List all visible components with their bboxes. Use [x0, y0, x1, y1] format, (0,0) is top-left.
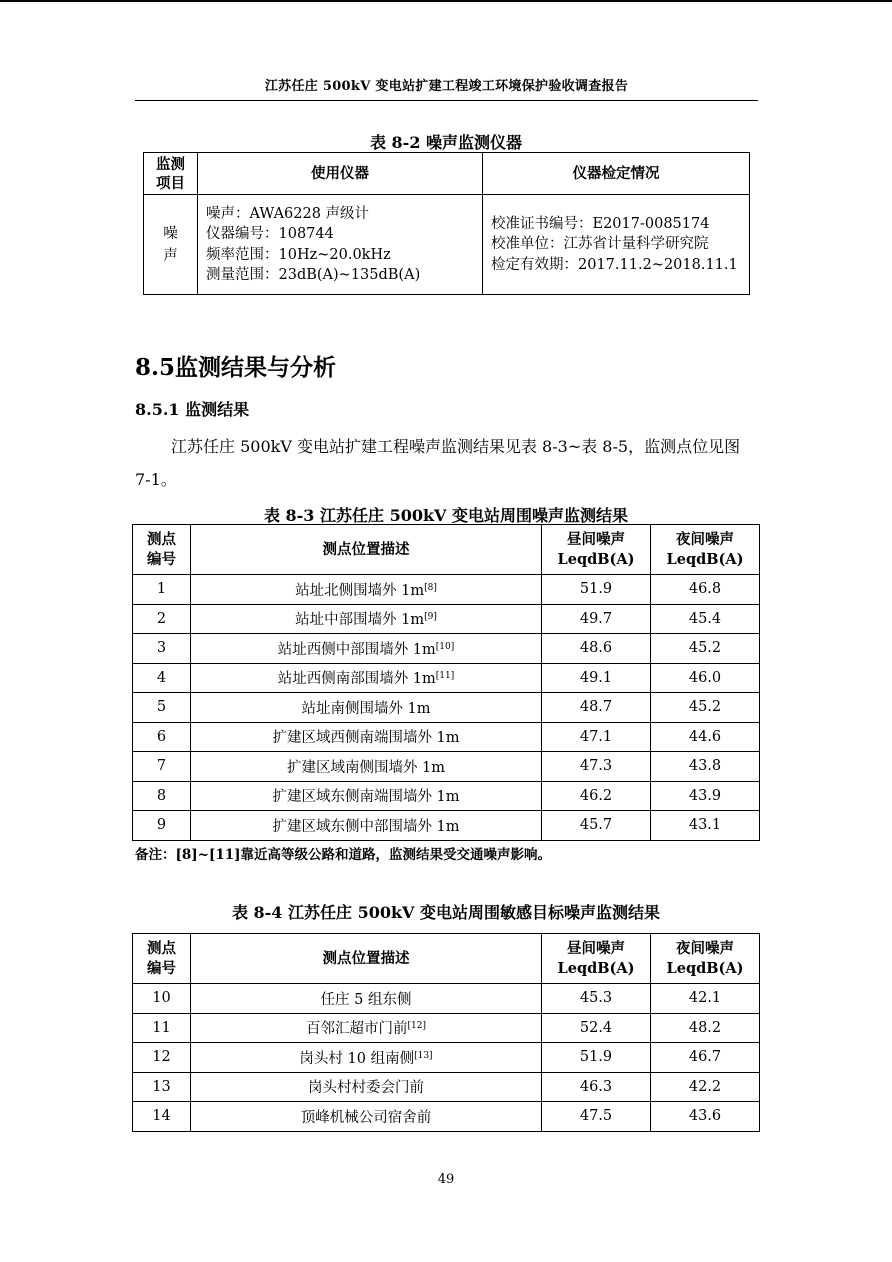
instrument-cell: [198, 195, 483, 295]
location-cell: 扩建区域东侧中部围墙外 1m: [191, 811, 542, 841]
day-noise-cell: 48.7: [542, 693, 651, 723]
night-noise-cell: 45.2: [651, 634, 760, 664]
header-cell: 监测 项目: [144, 153, 198, 195]
calibration-line: 校准单位：江苏省计量科学研究院: [491, 236, 709, 253]
point-id-cell: 14: [133, 1102, 191, 1132]
header-cell: 测点位置描述: [191, 934, 542, 984]
day-noise-cell: 49.7: [542, 604, 651, 634]
table-row: [133, 781, 760, 811]
table-note: 备注：[8]~[11]靠近高等级公路和道路，监测结果受交通噪声影响。: [135, 847, 552, 863]
table-row: [133, 693, 760, 723]
calibration-cell: [483, 195, 750, 295]
point-id-cell: 11: [133, 1013, 191, 1043]
table-row: [133, 752, 760, 782]
location-cell: 岗头村村委会门前: [191, 1072, 542, 1102]
header-cell: 仪器检定情况: [483, 153, 750, 195]
table-row: [133, 984, 760, 1014]
top-border-line: [0, 0, 892, 2]
table-row: [133, 663, 760, 693]
section-heading: 8.5监测结果与分析: [135, 354, 337, 381]
night-noise-cell: 46.0: [651, 663, 760, 693]
night-noise-cell: 48.2: [651, 1013, 760, 1043]
point-id-cell: 9: [133, 811, 191, 841]
report-header: 江苏任庄 500kV 变电站扩建工程竣工环境保护验收调查报告: [135, 74, 758, 101]
instrument-line: 测量范围：23dB(A)~135dB(A): [206, 267, 421, 283]
point-id-cell: 5: [133, 693, 191, 723]
item-cell: 噪 声: [144, 195, 198, 295]
header-cell: 昼间噪声 LeqdB(A): [542, 525, 651, 575]
table-row: [133, 634, 760, 664]
point-id-cell: 3: [133, 634, 191, 664]
location-cell: 站址西侧中部围墙外 1m[10]: [191, 634, 542, 664]
table-row: [133, 1043, 760, 1073]
night-noise-cell: 43.8: [651, 752, 760, 782]
header-cell: 测点位置描述: [191, 525, 542, 575]
header-cell: 测点 编号: [133, 525, 191, 575]
footnote-ref: [12]: [407, 1021, 426, 1032]
calibration-line: 检定有效期：2017.11.2~2018.11.1: [491, 256, 738, 273]
instrument-line: 频率范围：10Hz~20.0kHz: [206, 246, 391, 263]
point-id-cell: 13: [133, 1072, 191, 1102]
table-row: [133, 1072, 760, 1102]
location-cell: 站址北侧围墙外 1m[8]: [191, 575, 542, 605]
body-paragraph: 江苏任庄 500kV 变电站扩建工程噪声监测结果见表 8-3~表 8-5，监测点位见图 7-1。: [135, 437, 741, 489]
subsection-heading: 8.5.1 监测结果: [135, 400, 250, 419]
day-noise-cell: 49.1: [542, 663, 651, 693]
day-noise-cell: 51.9: [542, 575, 651, 605]
location-cell: 任庄 5 组东侧: [191, 984, 542, 1014]
footnote-ref: [9]: [424, 612, 437, 623]
day-noise-cell: 45.3: [542, 984, 651, 1014]
header-cell: 夜间噪声 LeqdB(A): [651, 525, 760, 575]
point-id-cell: 4: [133, 663, 191, 693]
table-row: [133, 1102, 760, 1132]
day-noise-cell: 46.3: [542, 1072, 651, 1102]
day-noise-cell: 47.3: [542, 752, 651, 782]
page-number: 49: [437, 1172, 455, 1187]
header-cell: 测点 编号: [133, 934, 191, 984]
night-noise-cell: 43.6: [651, 1102, 760, 1132]
night-noise-cell: 46.7: [651, 1043, 760, 1073]
table-8-4-caption: 表 8-4 江苏任庄 500kV 变电站周围敏感目标噪声监测结果: [231, 903, 661, 922]
point-id-cell: 6: [133, 722, 191, 752]
night-noise-cell: 44.6: [651, 722, 760, 752]
location-cell: 顶峰机械公司宿舍前: [191, 1102, 542, 1132]
instrument-line: 噪声：AWA6228 声级计: [206, 205, 370, 222]
location-cell: 百邻汇超市门前[12]: [191, 1013, 542, 1043]
footnote-ref: [10]: [435, 641, 455, 652]
footnote-ref: [8]: [424, 582, 437, 593]
station-noise-table: [132, 524, 760, 841]
location-cell: 扩建区域东侧南端围墙外 1m: [191, 781, 542, 811]
footnote-ref: [11]: [435, 671, 455, 682]
table-row: [133, 1013, 760, 1043]
table-row: [133, 575, 760, 605]
location-cell: 扩建区域西侧南端围墙外 1m: [191, 722, 542, 752]
footnote-ref: [13]: [414, 1050, 433, 1061]
header-cell: 使用仪器: [198, 153, 483, 195]
night-noise-cell: 45.2: [651, 693, 760, 723]
table-8-2-caption: 表 8-2 噪声监测仪器: [369, 133, 523, 152]
table-row: [133, 811, 760, 841]
instrument-line: 仪器编号：108744: [206, 226, 334, 242]
table-row: [133, 722, 760, 752]
day-noise-cell: 45.7: [542, 811, 651, 841]
point-id-cell: 2: [133, 604, 191, 634]
point-id-cell: 1: [133, 575, 191, 605]
header-cell: 昼间噪声 LeqdB(A): [542, 934, 651, 984]
point-id-cell: 8: [133, 781, 191, 811]
day-noise-cell: 46.2: [542, 781, 651, 811]
location-cell: 扩建区域南侧围墙外 1m: [191, 752, 542, 782]
day-noise-cell: 47.5: [542, 1102, 651, 1132]
night-noise-cell: 45.4: [651, 604, 760, 634]
location-cell: 站址中部围墙外 1m[9]: [191, 604, 542, 634]
point-id-cell: 7: [133, 752, 191, 782]
night-noise-cell: 42.2: [651, 1072, 760, 1102]
day-noise-cell: 48.6: [542, 634, 651, 664]
calibration-line: 校准证书编号：E2017-0085174: [491, 215, 710, 232]
night-noise-cell: 43.9: [651, 781, 760, 811]
point-id-cell: 10: [133, 984, 191, 1014]
night-noise-cell: 43.1: [651, 811, 760, 841]
sensitive-target-noise-table: [132, 933, 760, 1132]
header-cell: 夜间噪声 LeqdB(A): [651, 934, 760, 984]
table-row: [133, 604, 760, 634]
day-noise-cell: 47.1: [542, 722, 651, 752]
day-noise-cell: 51.9: [542, 1043, 651, 1073]
instrument-table: [143, 152, 750, 295]
location-cell: 岗头村 10 组南侧[13]: [191, 1043, 542, 1073]
night-noise-cell: 42.1: [651, 984, 760, 1014]
day-noise-cell: 52.4: [542, 1013, 651, 1043]
location-cell: 站址西侧南部围墙外 1m[11]: [191, 663, 542, 693]
point-id-cell: 12: [133, 1043, 191, 1073]
night-noise-cell: 46.8: [651, 575, 760, 605]
table-8-3-caption: 表 8-3 江苏任庄 500kV 变电站周围噪声监测结果: [263, 506, 629, 525]
location-cell: 站址南侧围墙外 1m: [191, 693, 542, 723]
